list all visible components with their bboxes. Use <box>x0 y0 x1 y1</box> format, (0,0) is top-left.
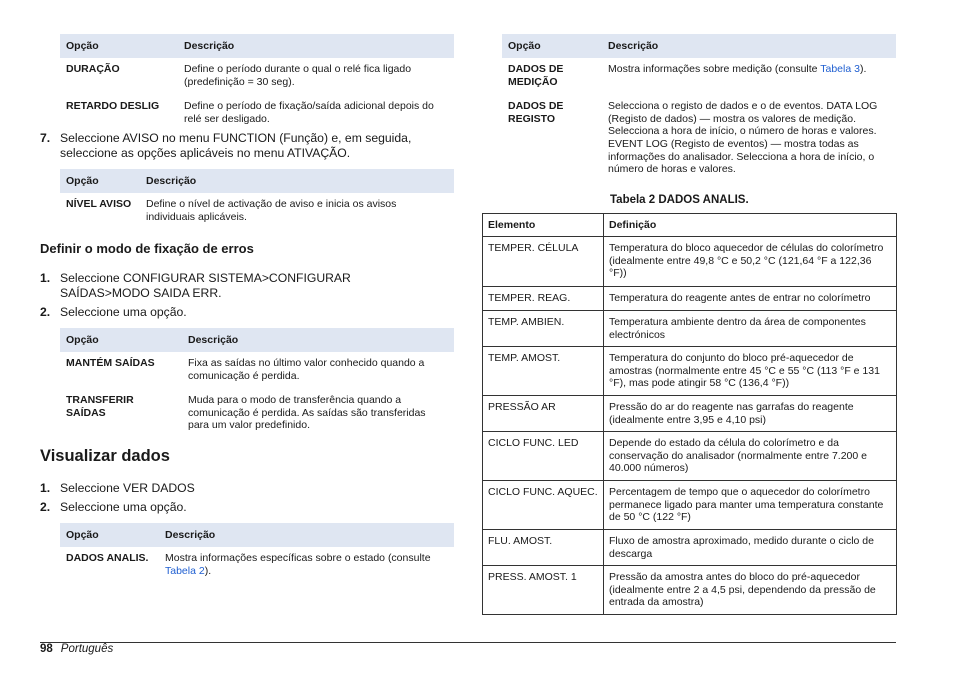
table-row <box>483 347 897 396</box>
element-definition: Pressão da amostra antes do bloco do pré-aquecedor (idealmente entre 2 a 4,5 psi, dependendo da pressão de entrada da amostra) <box>604 566 897 615</box>
element-definition: Percentagem de tempo que o aquecedor do colorímetro permanece ligado para manter uma temperatura constante de 50 °C (122 °F) <box>604 481 897 530</box>
page-number: 98 <box>40 643 53 655</box>
step-text: Seleccione AVISO no menu FUNCTION (Função) e, em seguida, seleccione as opções aplicáveis no menu ATIVAÇÃO. <box>60 131 412 160</box>
step-number: 7. <box>40 131 51 145</box>
options-table-view-data <box>60 523 454 584</box>
table-row <box>483 530 897 566</box>
options-table-error-hold <box>60 328 454 439</box>
element-definition: Pressão do ar do reagente nas garrafas do reagente (idealmente entre 3,95 e 4,10 psi) <box>604 396 897 432</box>
column-header-option: Opção <box>60 523 159 547</box>
column-header-description: Descrição <box>182 328 454 352</box>
link-tabela-2[interactable]: Tabela 2 <box>165 564 205 577</box>
table-row <box>483 396 897 432</box>
element-name: PRESSÃO AR <box>483 396 604 432</box>
element-name: TEMP. AMBIEN. <box>483 311 604 347</box>
table-row <box>483 566 897 615</box>
table-caption: Tabela 2 DADOS ANALIS. <box>610 194 749 206</box>
column-header-description: Descrição <box>159 523 454 547</box>
column-header-element: Elemento <box>483 214 604 237</box>
step-text: Seleccione CONFIGURAR SISTEMA>CONFIGURAR SAÍDAS>MODO SAIDA ERR. <box>60 271 351 300</box>
column-header-option: Opção <box>60 34 178 58</box>
table-row <box>502 95 896 183</box>
option-description <box>159 547 454 584</box>
link-tabela-3[interactable]: Tabela 3 <box>820 63 860 75</box>
option-description: Selecciona o registo de dados e o de eventos. DATA LOG (Registo de dados) — mostra os valores de medição. Selecciona a hora de início, o número de horas e valores. EVENT LOG (Registo de eventos) — mostra todas as informações do analisador. Selecciona a hora de início, o número de horas e valores. <box>608 100 878 176</box>
column-header-option: Opção <box>60 169 140 193</box>
table-row <box>60 193 454 230</box>
element-definition: Temperatura ambiente dentro da área de componentes electrónicos <box>604 311 897 347</box>
option-name: NÍVEL AVISO <box>66 198 132 210</box>
description-text: Mostra informações sobre medição (consulte <box>608 63 821 75</box>
column-header-option: Opção <box>60 328 182 352</box>
element-name: TEMP. AMOST. <box>483 347 604 396</box>
element-name: PRESS. AMOST. 1 <box>483 566 604 615</box>
step-number: 2. <box>40 500 51 514</box>
page-footer <box>40 643 113 655</box>
options-table-data-types <box>502 34 896 183</box>
column-header-description: Descrição <box>602 34 896 58</box>
table-row <box>483 311 897 347</box>
option-name: DADOS ANALIS. <box>66 552 149 564</box>
option-description: Muda para o modo de transferência quando a comunicação é perdida. As saídas são transferidas para um valor predefinido. <box>188 394 426 432</box>
footer-divider <box>40 642 896 643</box>
option-description <box>602 58 896 95</box>
options-table-warning <box>60 169 454 230</box>
option-description: Define o período durante o qual o relé fica ligado (predefinição = 30 seg). <box>184 63 412 88</box>
table-row <box>60 547 454 584</box>
footer-language: Português <box>60 643 114 655</box>
option-name: DURAÇÃO <box>66 63 120 75</box>
analyzer-data-table <box>482 213 897 615</box>
table-row <box>60 389 454 439</box>
element-name: CICLO FUNC. LED <box>483 432 604 481</box>
option-name: DADOS DE MEDIÇÃO <box>508 63 564 88</box>
option-name: RETARDO DESLIG <box>66 100 160 113</box>
element-definition: Temperatura do bloco aquecedor de células do colorímetro (idealmente entre 49,8 °C e 50,2 °C (121,64 °F a 122,36 °F)) <box>604 237 897 287</box>
element-name: TEMPER. REAG. <box>483 287 604 311</box>
step-number: 2. <box>40 305 51 319</box>
element-name: TEMPER. CÉLULA <box>483 237 604 287</box>
description-text: Mostra informações específicas sobre o estado (consulte <box>165 552 431 564</box>
option-name: MANTÉM SAÍDAS <box>66 357 155 369</box>
table-row <box>483 481 897 530</box>
section-heading-error-hold: Definir o modo de fixação de erros <box>40 241 254 256</box>
option-name: TRANSFERIR SAÍDAS <box>66 394 134 419</box>
section-heading-view-data: Visualizar dados <box>40 447 170 465</box>
element-name: FLU. AMOST. <box>483 530 604 566</box>
step-text: Seleccione uma opção. <box>60 500 187 514</box>
option-name: DADOS DE REGISTO <box>508 100 564 125</box>
table-row <box>483 287 897 311</box>
step-number: 1. <box>40 271 51 285</box>
table-row <box>483 237 897 287</box>
table-row <box>502 58 896 95</box>
element-definition: Fluxo de amostra aproximado, medido durante o ciclo de descarga <box>604 530 897 566</box>
step-text: Seleccione uma opção. <box>60 305 187 319</box>
options-table-timing <box>60 34 454 132</box>
element-definition: Temperatura do conjunto do bloco pré-aquecedor de amostras (normalmente entre 45 °C e 55 °C (113 °F e 131 °F), mas pode atingir 58 °C (136,4 °F)) <box>604 347 897 396</box>
element-definition: Depende do estado da célula do colorímetro e da conservação do analisador (normalmente entre 7.200 e 40.000 números) <box>604 432 897 481</box>
option-description: Define o período de fixação/saída adicional depois do relé ser desligado. <box>184 100 434 125</box>
table-row <box>60 95 454 132</box>
table-row <box>60 58 454 95</box>
option-description: Fixa as saídas no último valor conhecido quando a comunicação é perdida. <box>188 357 425 382</box>
column-header-option: Opção <box>502 34 602 58</box>
element-name: CICLO FUNC. AQUEC. <box>483 481 604 530</box>
element-definition: Temperatura do reagente antes de entrar no colorímetro <box>604 287 897 311</box>
column-header-description: Descrição <box>140 169 454 193</box>
description-text: ). <box>204 564 212 577</box>
description-text: ). <box>859 63 867 75</box>
table-row <box>60 352 454 389</box>
column-header-description: Descrição <box>178 34 454 58</box>
step-number: 1. <box>40 481 51 495</box>
table-row <box>483 432 897 481</box>
step-text: Seleccione VER DADOS <box>60 481 195 495</box>
column-header-definition: Definição <box>604 214 897 237</box>
option-description: Define o nível de activação de aviso e inicia os avisos individuais aplicáveis. <box>146 198 397 223</box>
